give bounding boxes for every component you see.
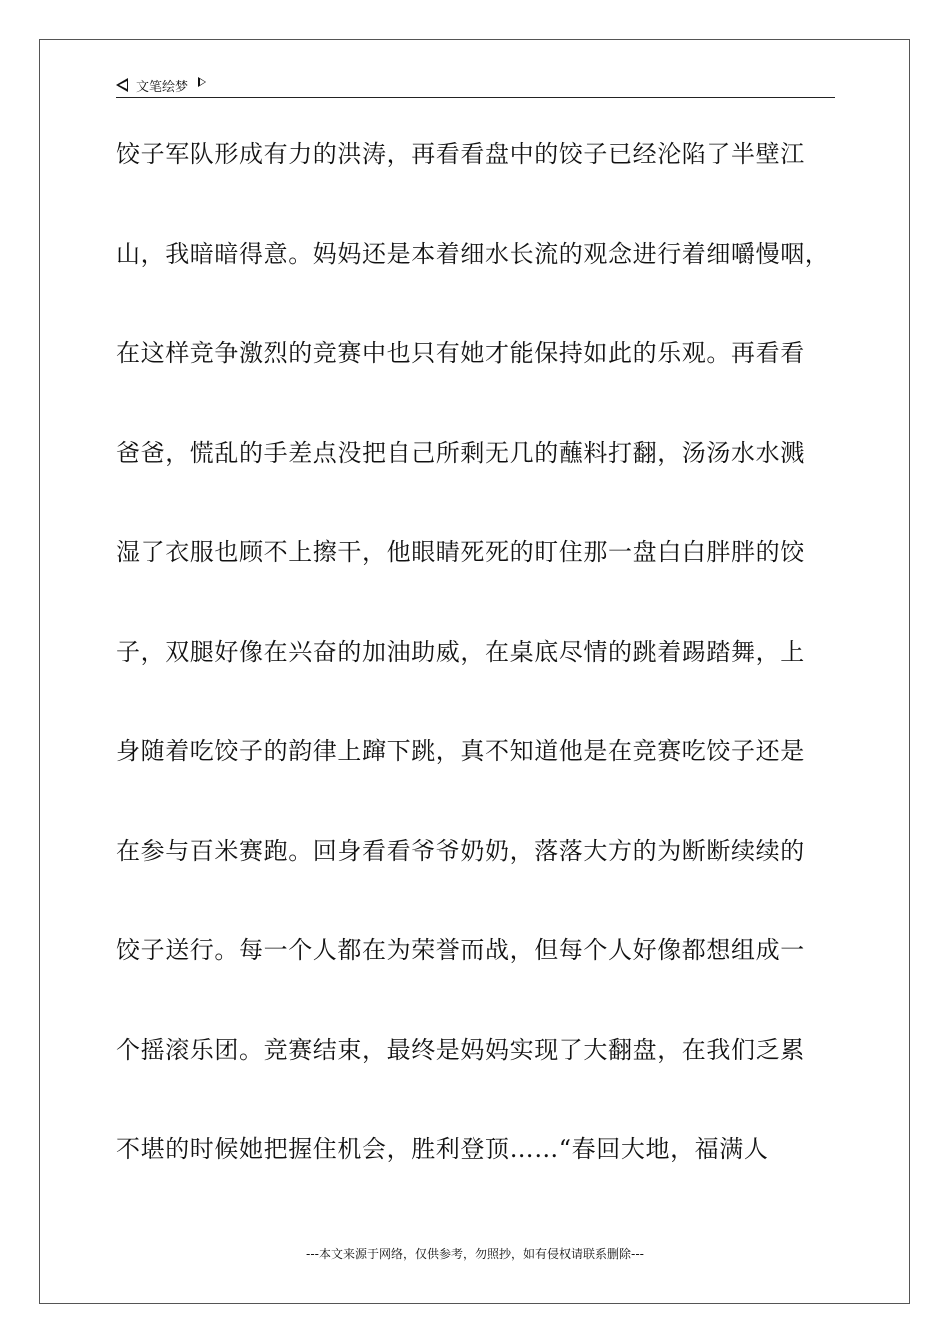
- triangle-right-icon: [198, 77, 206, 87]
- text-line: 子，双腿好像在兴奋的加油助威，在桌底尽情的跳着踢踏舞，上: [116, 637, 805, 666]
- text-line: 身随着吃饺子的韵律上蹿下跳，真不知道他是在竞赛吃饺子还是: [116, 737, 805, 765]
- body-text: [116, 126, 836, 1221]
- text-line: 饺子送行。每一个人都在为荣誉而战，但每个人好像都想组成一: [116, 936, 805, 964]
- text-line: 不堪的时候她把握住机会，胜利登顶……“春回大地，福满人: [116, 1135, 769, 1163]
- header-divider: [116, 97, 835, 98]
- text-line: 湿了衣服也顾不上擦干，他眼睛死死的盯住那一盘白白胖胖的饺: [116, 538, 805, 566]
- text-line: 爸爸，慌乱的手差点没把自己所剩无几的蘸料打翻，汤汤水水溅: [116, 438, 805, 467]
- triangle-left-icon: [116, 78, 128, 92]
- text-line: 在这样竞争激烈的竞赛中也只有她才能保持如此的乐观。再看看: [116, 339, 805, 367]
- text-line: 山，我暗暗得意。妈妈还是本着细水长流的观念进行着细嚼慢咽，: [116, 239, 830, 268]
- text-line: 在参与百米赛跑。回身看看爷爷奶奶，落落大方的为断断续续的: [116, 836, 805, 865]
- header-title: 文笔绘梦: [136, 79, 189, 95]
- page-header: [116, 72, 834, 98]
- text-line: 饺子军队形成有力的洪涛，再看看盘中的饺子已经沦陷了半壁江: [116, 140, 805, 168]
- page-footer: ---本文来源于网络，仅供参考，勿照抄，如有侵权请联系删除---: [306, 1247, 644, 1261]
- text-line: 个摇滚乐团。竞赛结束，最终是妈妈实现了大翻盘，在我们乏累: [116, 1035, 805, 1064]
